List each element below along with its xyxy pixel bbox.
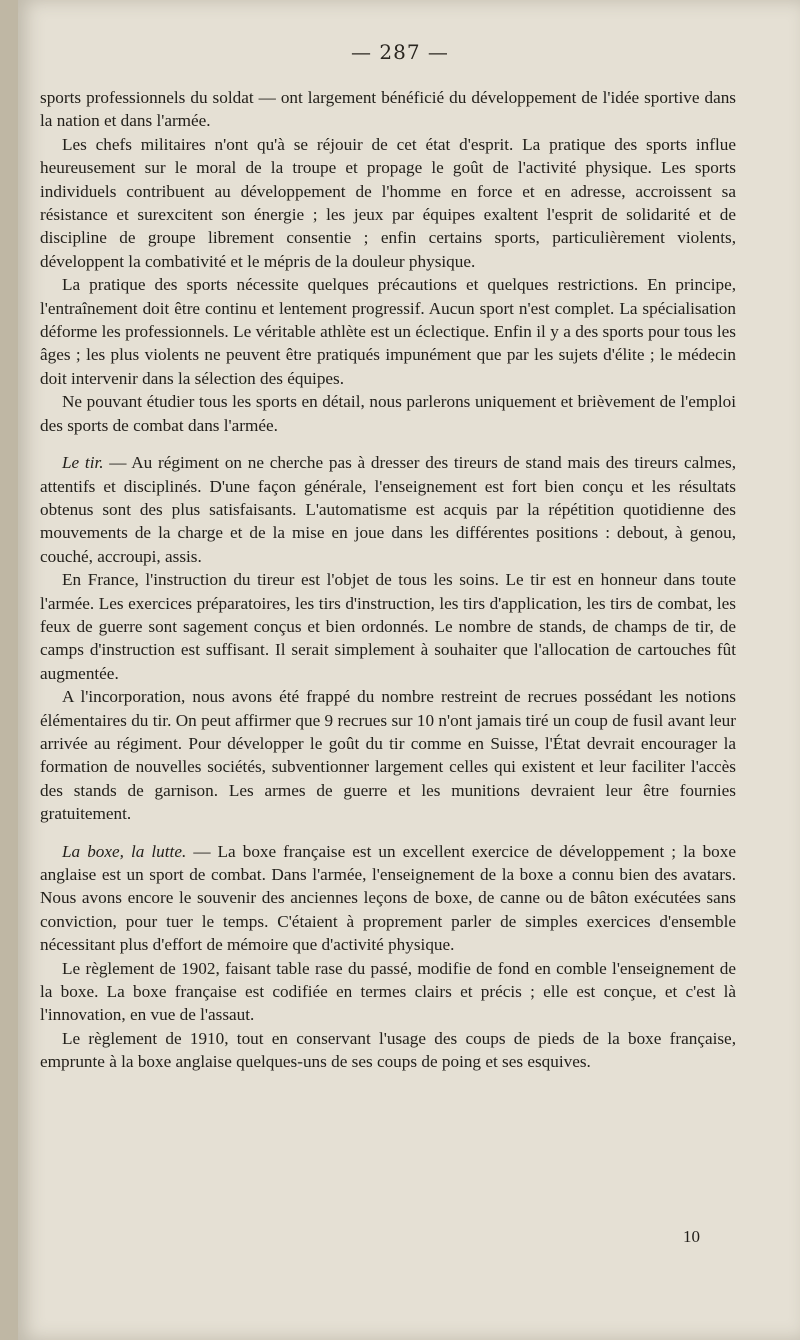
paragraph-10: Le règlement de 1910, tout en conservant l'usage des coups de pieds de la boxe française, emprunte à la boxe anglaise quelques-uns de ses coups de poing et ses esquives. xyxy=(40,1028,736,1072)
page-number: — 287 — xyxy=(351,40,449,64)
section-heading-tir: Le tir. xyxy=(62,453,104,473)
paragraph-2: Les chefs militaires n'ont qu'à se réjouir de cet état d'esprit. La pratique des sports influe heureusement sur le moral de la troupe et propage le goût de l'activité physique. Les sports individuels contribuent au développement de l'homme en force et en adresse, accroissent sa résistance et surexcitent son énergie ; les jeux par équipes exaltent l'esprit de solidarité et de discipline de groupe librement consentie ; enfin certains sports, particulièrement violents, développent la combativité et le mépris de la douleur physique. xyxy=(40,134,736,271)
paragraph-7: A l'incorporation, nous avons été frappé du nombre restreint de recrues possédant les notions élémentaires du tir. On peut affirmer que 9 recrues sur 10 n'ont jamais tiré un coup de fusil avant leur arrivée au régiment. Pour développer le goût du tir comme en Suisse, l'État devrait encourager la formation de nouvelles sociétés, subventionner largement celles qui existent et leur faciliter l'accès des stands de garnison. Les armes de guerre et les munitions devraient leur être fournies gratuitement. xyxy=(40,687,736,824)
paragraph-9: Le règlement de 1902, faisant table rase du passé, modifie de fond en comble l'enseignement de la boxe. La boxe française est codifiée en termes clairs et précis ; elle est conçue, et c'est là l'innovation, en vue de l'assaut. xyxy=(40,958,736,1025)
paragraph-5 xyxy=(40,451,736,568)
paragraph-3: La pratique des sports nécessite quelques précautions et quelques restrictions. En principe, l'entraînement doit être continu et lentement progressif. Aucun sport n'est complet. La spécialisation déforme les professionnels. Le véritable athlète est un éclectique. Enfin il y a des sports pour tous les âges ; les plus violents ne peuvent être pratiqués impunément que par les sujets d'élite ; le médecin doit intervenir dans la sélection des équipes. xyxy=(40,275,736,388)
paragraph-6: En France, l'instruction du tireur est l'objet de tous les soins. Le tir est en honneur dans toute l'armée. Les exercices préparatoires, les tirs d'instruction, les tirs d'application, les tirs de combat, les feux de guerre sont sagement conçus et bien ordonnés. Le nombre de stands, de champs de tir, de camps d'instruction est suffisant. Il serait simplement à souhaiter que l'allocation de cartouches fût augmentée. xyxy=(40,570,736,683)
paragraph-5-text: — Au régiment on ne cherche pas à dresser des tireurs de stand mais des tireurs calmes, attentifs et disciplinés. D'une façon générale, l'enseignement est fort bien conçu et les résultats obtenus sont des plus satisfaisants. L'automatisme est acquis par la répétition quotidienne des mouvements de la charge et de la mise en joue dans les différentes positions : debout, à genou, couché, accroupi, assis. xyxy=(40,453,736,566)
section-heading-boxe: La boxe, la lutte. xyxy=(62,841,187,861)
body-text xyxy=(40,86,736,1074)
paragraph-4: Ne pouvant étudier tous les sports en détail, nous parlerons uniquement et brièvement de l'emploi des sports de combat dans l'armée. xyxy=(40,392,736,435)
signature-mark: 10 xyxy=(683,1227,700,1246)
paragraph-1: sports professionnels du soldat — ont largement bénéficié du développement de l'idée sportive dans la nation et dans l'armée. xyxy=(40,88,736,131)
paragraph-8 xyxy=(40,840,736,957)
paragraph-8-text: — La boxe française est un excellent exercice de développement ; la boxe anglaise est un sport de combat. Dans l'armée, l'enseignement de la boxe a connu bien des avatars. Nous avons encore le souvenir des anciennes leçons de boxe, de canne ou de bâton exécutées sans conviction, pour tuer le temps. C'étaient à proprement parler de simples exercices d'ensemble nécessitant plus d'effort de mémoire que d'activité physique. xyxy=(40,841,736,955)
